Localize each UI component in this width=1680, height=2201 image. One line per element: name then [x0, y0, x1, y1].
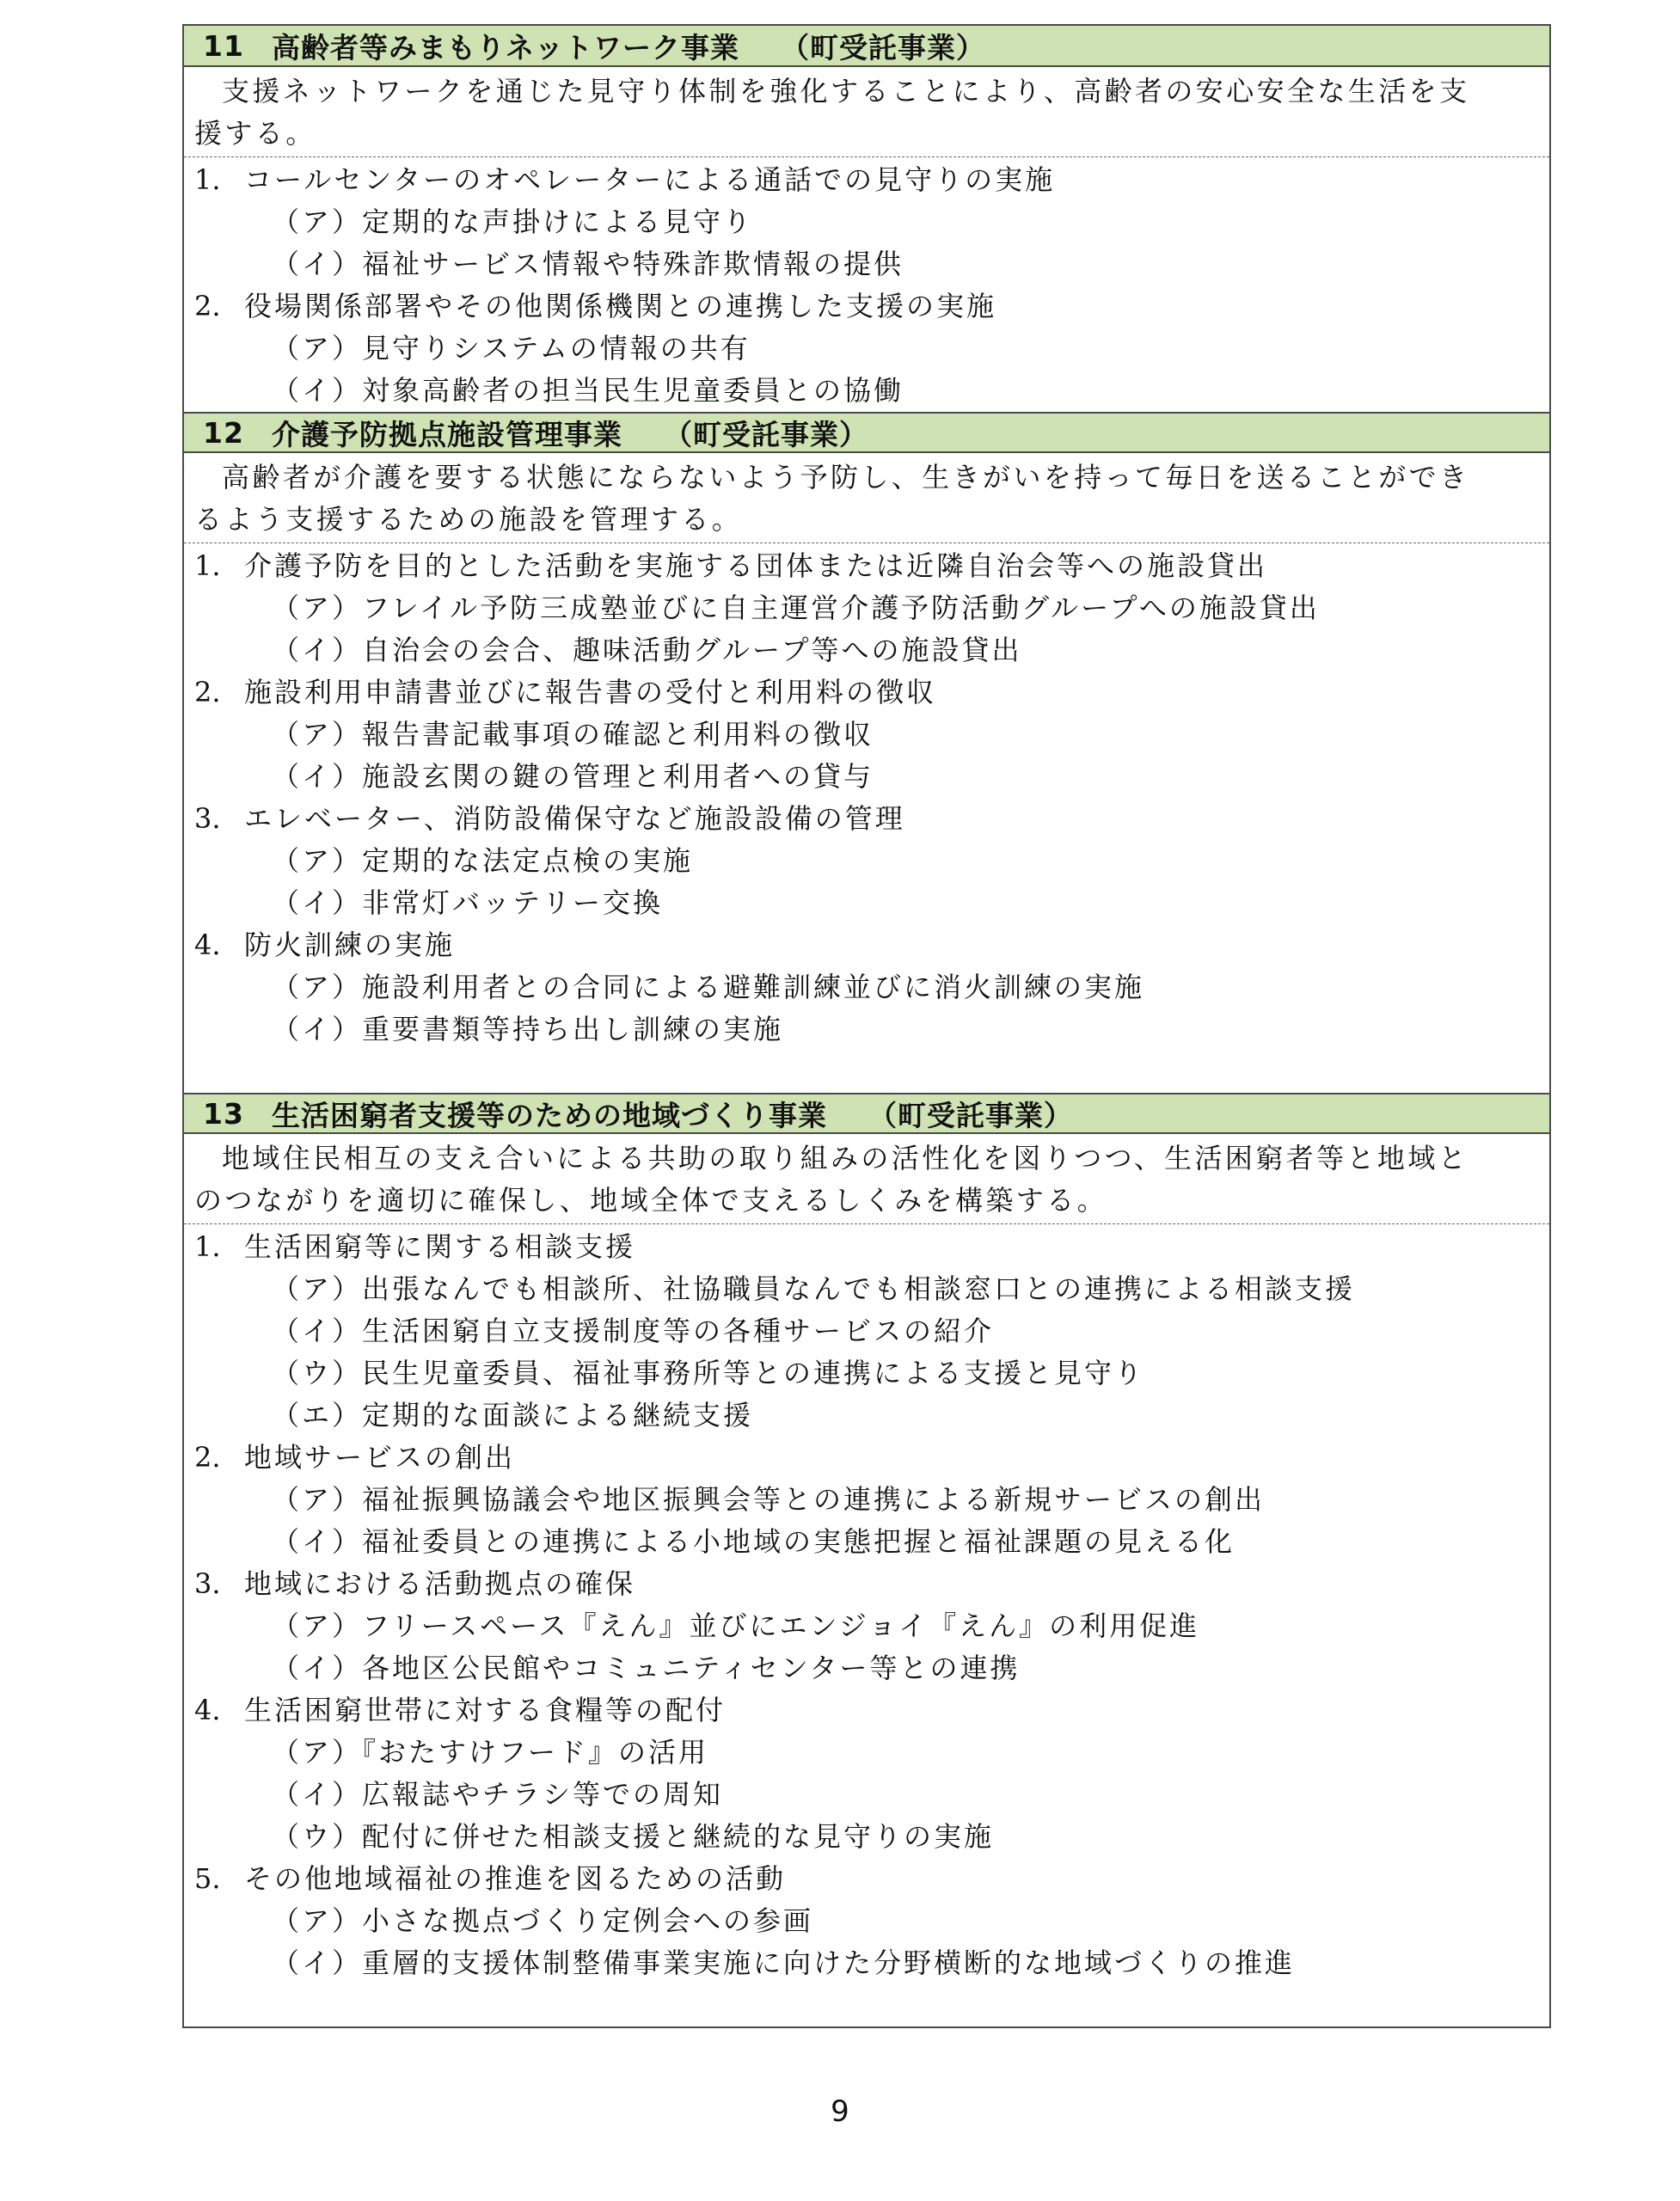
- sub-item: （ウ）民生児童委員、福祉事務所等との連携による支援と見守り: [272, 1357, 1145, 1389]
- list-item-text: その他地域福祉の推進を図るための活動: [244, 1862, 787, 1895]
- sub-item: （ア）福祉振興協議会や地区振興会等との連携による新規サービスの創出: [272, 1483, 1266, 1516]
- section-tag: （町受託事業）: [781, 30, 985, 64]
- section-items: [184, 543, 1549, 1093]
- sub-item: （ア）フリースペース『えん』並びにエンジョイ『えん』の利用促進: [272, 1609, 1200, 1642]
- list-item-text: 生活困窮等に関する相談支援: [244, 1230, 636, 1263]
- list-item-number: 1.: [194, 1230, 221, 1263]
- list-item-text: コールセンターのオペレーターによる通話での見守りの実施: [244, 163, 1056, 196]
- sub-item: （イ）対象高齢者の担当民生児童委員との協働: [272, 374, 904, 407]
- list-item-text: 防火訓練の実施: [244, 929, 456, 961]
- list-item: [194, 671, 1539, 714]
- section-tag: （町受託事業）: [868, 1098, 1073, 1132]
- list-item: [194, 798, 1539, 840]
- sub-item: （ア）定期的な声掛けによる見守り: [272, 205, 754, 238]
- sub-item: （イ）生活困窮自立支援制度等の各種サービスの紹介: [272, 1315, 995, 1347]
- list-item: [194, 1689, 1539, 1732]
- sub-item: （ウ）配付に併せた相談支援と継続的な見守りの実施: [272, 1820, 995, 1853]
- document-table: [182, 24, 1551, 2028]
- sub-item: （イ）福祉サービス情報や特殊詐欺情報の提供: [272, 248, 904, 280]
- section-header: [184, 412, 1549, 453]
- sub-item: （イ）広報誌やチラシ等での周知: [272, 1778, 724, 1811]
- sub-item: （イ）自治会の会合、趣味活動グループ等への施設貸出: [272, 634, 1022, 666]
- list-item-number: 4.: [194, 929, 221, 961]
- sub-item: （ア）報告書記載事項の確認と利用料の徴収: [272, 718, 874, 751]
- section-title: 高齢者等みまもりネットワーク事業: [272, 30, 739, 64]
- section-tag: （町受託事業）: [664, 417, 868, 451]
- sub-item: （ア）フレイル予防三成塾並びに自主運営介護予防活動グループへの施設貸出: [272, 592, 1320, 624]
- list-item-text: 施設利用申請書並びに報告書の受付と利用料の徴収: [244, 676, 937, 708]
- list-item-text: 役場関係部署やその他関係機関との連携した支援の実施: [244, 290, 997, 322]
- list-item-number: 1.: [194, 163, 221, 196]
- list-item-number: 3.: [194, 1567, 221, 1600]
- sub-item: （ア）定期的な法定点検の実施: [272, 844, 694, 877]
- sub-item: （イ）重層的支援体制整備事業実施に向けた分野横断的な地域づくりの推進: [272, 1947, 1296, 1979]
- section-description: 高齢者が介護を要する状態にならないよう予防し、生きがいを持って毎日を送ることができ るよう支援するための施設を管理する。: [184, 453, 1549, 543]
- list-item: [194, 545, 1539, 587]
- sub-item: （ア）施設利用者との合同による避難訓練並びに消火訓練の実施: [272, 971, 1145, 1003]
- list-item-text: 介護予防を目的とした活動を実施する団体または近隣自治会等への施設貸出: [244, 549, 1268, 582]
- list-item: [194, 924, 1539, 966]
- sub-item: （イ）福祉委員との連携による小地域の実態把握と福祉課題の見える化: [272, 1525, 1235, 1558]
- list-item: [194, 1858, 1539, 1900]
- list-item-number: 2.: [194, 290, 221, 322]
- sub-item: （ア）『おたすけフード』の活用: [272, 1736, 709, 1769]
- sub-item: （ア）出張なんでも相談所、社協職員なんでも相談窓口との連携による相談支援: [272, 1272, 1356, 1305]
- list-item-number: 2.: [194, 1441, 221, 1474]
- section-header: [184, 26, 1549, 67]
- list-item-text: 地域における活動拠点の確保: [244, 1567, 636, 1600]
- list-item-number: 1.: [194, 549, 221, 582]
- list-item-number: 3.: [194, 802, 221, 835]
- list-item-text: エレベーター、消防設備保守など施設設備の管理: [244, 802, 905, 835]
- section-description: 地域住民相互の支え合いによる共助の取り組みの活性化を図りつつ、生活困窮者等と地域と のつながりを適切に確保し、地域全体で支えるしくみを構築する。: [184, 1134, 1549, 1224]
- section-description: 支援ネットワークを通じた見守り体制を強化することにより、高齢者の安心安全な生活を支 援する。: [184, 67, 1549, 157]
- section-items: [184, 1224, 1549, 2026]
- list-item: [194, 285, 1539, 328]
- section-number: 12: [203, 415, 244, 450]
- sub-item: （エ）定期的な面談による継続支援: [272, 1399, 754, 1432]
- sub-item: （イ）重要書類等持ち出し訓練の実施: [272, 1013, 784, 1045]
- section-title: 生活困窮者支援等のための地域づくり事業: [272, 1098, 827, 1132]
- list-item: [194, 1437, 1539, 1479]
- list-item-number: 5.: [194, 1862, 221, 1895]
- page-number: 9: [831, 2094, 849, 2129]
- section-number: 11: [203, 28, 244, 63]
- list-item: [194, 159, 1539, 201]
- list-item-number: 2.: [194, 676, 221, 708]
- list-item-number: 4.: [194, 1694, 221, 1726]
- list-item-text: 地域サービスの創出: [244, 1441, 516, 1474]
- sub-item: （ア）見守りシステムの情報の共有: [272, 332, 751, 365]
- sub-item: （ア）小さな拠点づくり定例会への参画: [272, 1904, 814, 1937]
- list-item: [194, 1563, 1539, 1605]
- sub-item: （イ）施設玄関の鍵の管理と利用者への貸与: [272, 760, 874, 793]
- section-number: 13: [203, 1096, 244, 1131]
- sub-item: （イ）非常灯バッテリー交換: [272, 886, 664, 919]
- list-item-text: 生活困窮世帯に対する食糧等の配付: [244, 1694, 727, 1726]
- list-item: [194, 1226, 1539, 1268]
- section-title: 介護予防拠点施設管理事業: [272, 417, 622, 451]
- section-header: [184, 1093, 1549, 1134]
- sub-item: （イ）各地区公民館やコミュニティセンター等との連携: [272, 1652, 1021, 1684]
- section-items: [184, 157, 1549, 412]
